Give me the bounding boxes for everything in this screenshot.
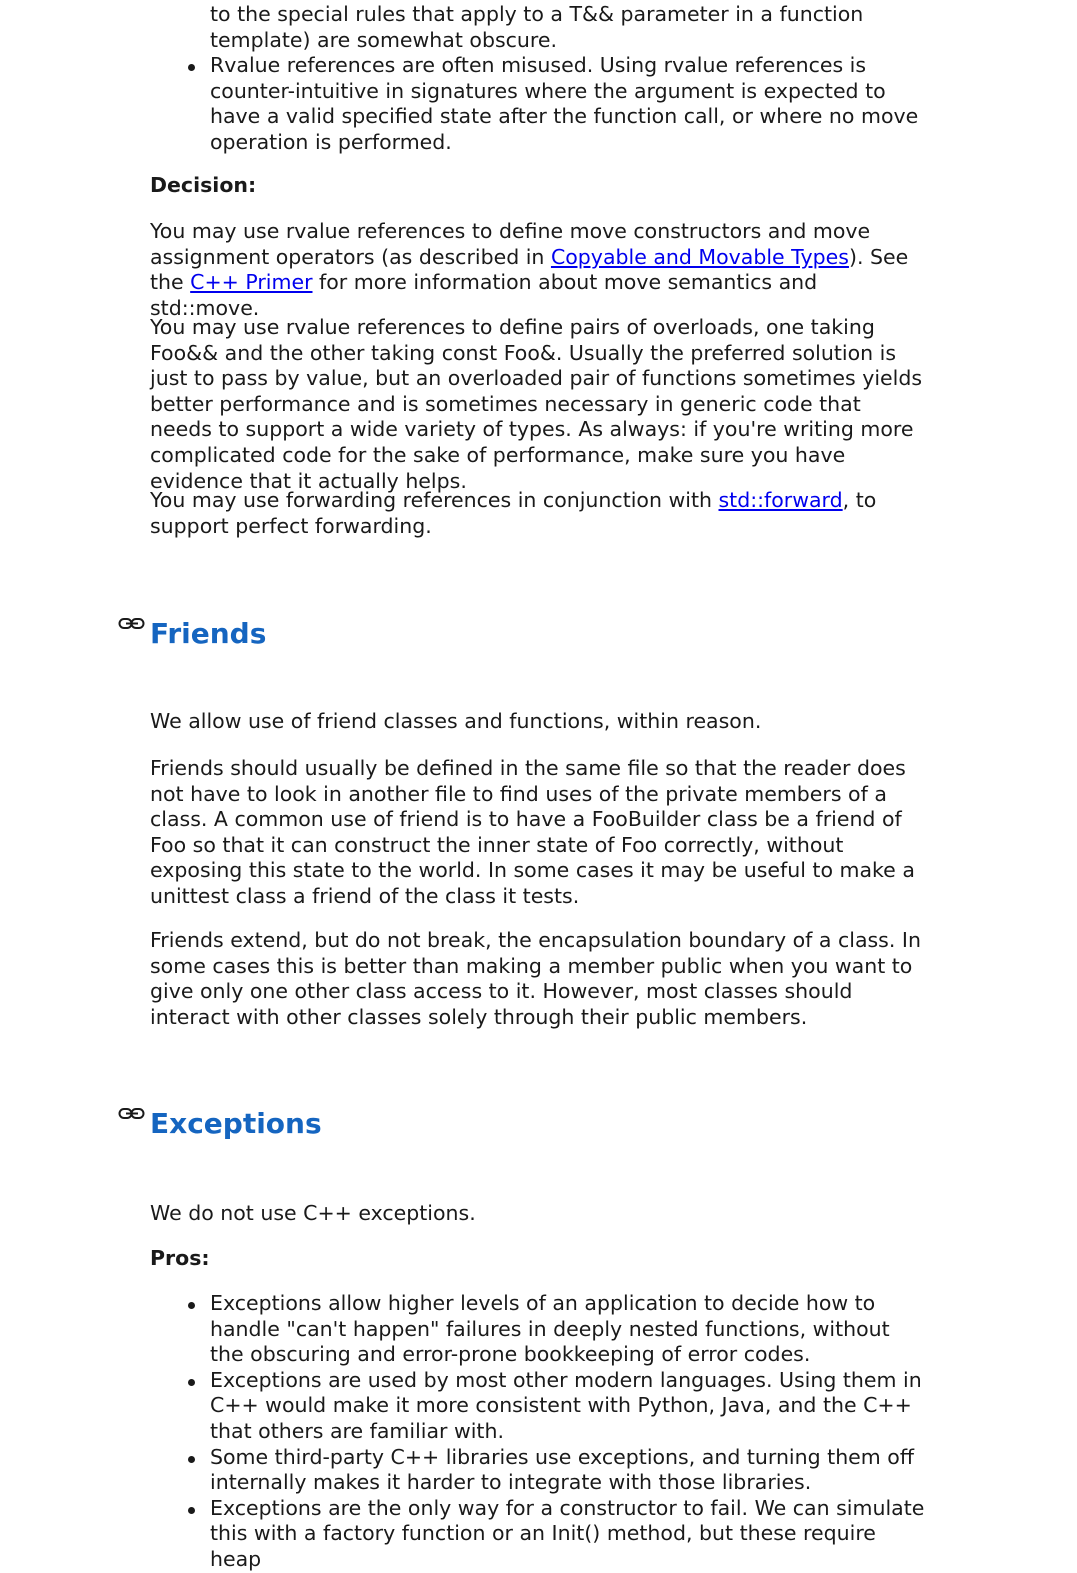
- exceptions-paragraph-1: We do not use C++ exceptions.: [150, 1201, 476, 1225]
- friends-paragraph-1: We allow use of friend classes and functions, within reason.: [150, 709, 762, 733]
- link-icon[interactable]: [118, 616, 146, 632]
- list-item-text: Some third-party C++ libraries use exceptions, and turning them off internally makes it harder to integrate with those libraries.: [210, 1444, 914, 1495]
- list-item: [210, 53, 930, 155]
- copyable-movable-link[interactable]: Copyable and Movable Types: [550, 244, 849, 269]
- list-item: [210, 1496, 928, 1573]
- link-icon[interactable]: [118, 1106, 146, 1122]
- bullet-dot: [188, 1456, 195, 1463]
- list-item-text: Exceptions are used by most other modern languages. Using them in C++ would make it more consistent with Python, Java, and the C++ that others are familiar with.: [210, 1367, 922, 1443]
- disadvantages-list: [210, 2, 930, 156]
- list-item: [210, 1291, 928, 1368]
- cpp-primer-link[interactable]: C++ Primer: [190, 270, 313, 295]
- list-item-text: Exceptions are the only way for a constructor to fail. We can simulate this with a factory function or an Init() method, but these require heap: [210, 1495, 925, 1571]
- text-run: , to support perfect forwarding.: [150, 488, 877, 538]
- text-run: You may use rvalue references to define move constructors and move assignment operators (as described in: [150, 219, 871, 269]
- text-run: for more information about move semantics and std::move.: [150, 270, 818, 320]
- bullet-dot: [188, 64, 195, 71]
- decision-paragraph-3: [150, 488, 928, 539]
- friends-paragraph-2: Friends should usually be defined in the same file so that the reader does not have to look in another file to find uses of the private members of a class. A common use of friend is to have a FooBuilder class be a friend of Foo so that it can construct the inner state of Foo correctly, without exposing this state to the world. In some cases it may be useful to make a unittest class a friend of the class it tests.: [150, 756, 915, 908]
- list-item: [210, 1368, 928, 1445]
- exceptions-heading: Exceptions: [150, 1107, 322, 1140]
- text-run: You may use forwarding references in conjunction with: [150, 488, 719, 512]
- list-item-text: to the special rules that apply to a T&& parameter in a function template) are somewhat obscure.: [210, 2, 864, 52]
- list-item: [210, 2, 930, 53]
- bullet-dot: [188, 1507, 195, 1514]
- text-run: ). See the: [150, 244, 909, 295]
- friends-paragraph-3: Friends extend, but do not break, the encapsulation boundary of a class. In some cases this is better than making a member public when you want to give only one other class access to it. However, most classes should interact with other classes solely through their public members.: [150, 928, 921, 1029]
- bullet-dot: [188, 1379, 195, 1386]
- list-item-text: Exceptions allow higher levels of an application to decide how to handle "can't happen" failures in deeply nested functions, without the obscuring and error-prone bookkeeping of error codes.: [210, 1291, 890, 1367]
- pros-list: [210, 1291, 928, 1573]
- list-item-text: Rvalue references are often misused. Using rvalue references is counter-intuitive in signatures where the argument is expected to have a valid specified state after the function call, or where no move operation is performed.: [210, 53, 919, 154]
- std-forward-link[interactable]: std::forward: [718, 488, 843, 512]
- decision-label: Decision:: [150, 173, 257, 197]
- friends-heading: Friends: [150, 617, 267, 650]
- decision-paragraph-1: [150, 219, 910, 321]
- pros-label: Pros:: [150, 1246, 210, 1270]
- decision-paragraph-2: You may use rvalue references to define pairs of overloads, one taking Foo&& and the other taking const Foo&. Usually the preferred solution is just to pass by value, but an overloaded pair of functions sometimes yields better performance and is sometimes necessary in generic code that needs to support a wide variety of types. As always: if you're writing more complicated code for the sake of performance, make sure you have evidence that it actually helps.: [150, 315, 923, 493]
- bullet-dot: [188, 1302, 195, 1309]
- list-item: [210, 1445, 928, 1496]
